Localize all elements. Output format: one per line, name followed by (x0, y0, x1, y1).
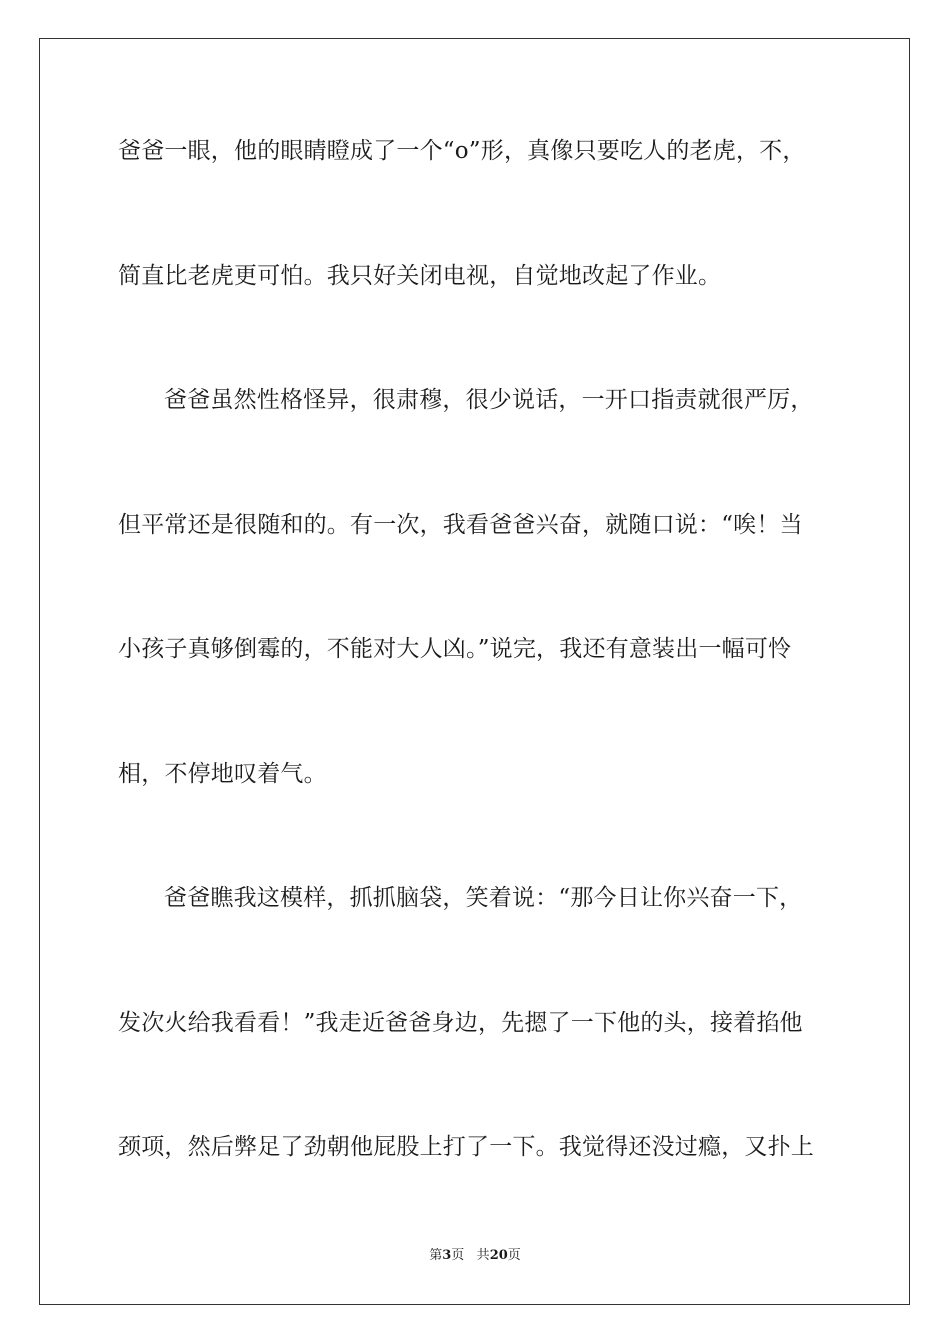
body-line-9: 颈项，然后弊足了劲朝他屁股上打了一下。我觉得还没过瘾，又扑上 (118, 1134, 814, 1160)
body-line-6: 相，不停地叹着气。 (118, 761, 327, 787)
page-footer (0, 1247, 950, 1265)
body-line-8: 发次火给我看看！”我走近爸爸身边，先摁了一下他的头，接着掐他 (118, 1010, 803, 1036)
body-line-2: 简直比老虎更可怕。我只好关闭电视，自觉地改起了作业。 (118, 263, 722, 289)
body-line-5: 小孩子真够倒霉的，不能对大人凶。”说完，我还有意装出一幅可怜 (118, 636, 792, 662)
footer-total-suffix: 页 (507, 1248, 521, 1263)
footer-total-prefix: 共 (476, 1248, 490, 1263)
footer-prefix: 第 (429, 1248, 443, 1263)
body-line-4: 但平常还是很随和的。有一次，我看爸爸兴奋，就随口说：“唉！当 (118, 512, 803, 538)
page-border (39, 38, 910, 1305)
body-line-1: 爸爸一眼，他的眼睛瞪成了一个“o”形，真像只要吃人的老虎，不， (118, 138, 806, 164)
current-page-number: 3 (442, 1248, 452, 1263)
footer-page-suffix: 页 (451, 1248, 465, 1263)
total-page-count: 20 (489, 1248, 508, 1263)
body-line-3: 爸爸虽然性格怪异，很肃穆，很少说话，一开口指责就很严厉， (164, 387, 814, 413)
body-line-7: 爸爸瞧我这模样，抓抓脑袋，笑着说：“那今日让你兴奋一下， (164, 885, 803, 911)
